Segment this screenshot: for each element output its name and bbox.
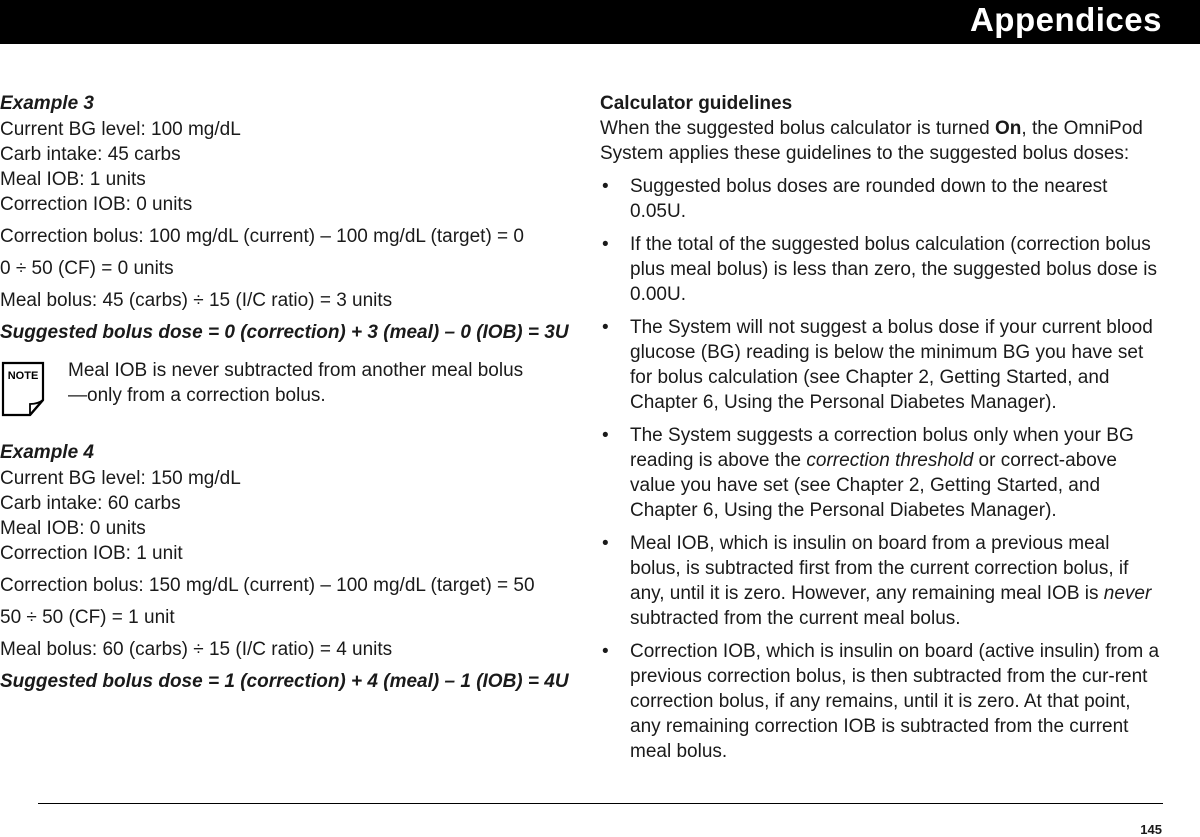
guidelines-title: Calculator guidelines: [600, 93, 793, 114]
list-item: [600, 423, 1165, 523]
example-3-meal-line: Meal bolus: 45 (carbs) ÷ 15 (I/C ratio) = 3 units: [0, 290, 393, 311]
example-3-correction-line: Correction bolus: 100 mg/dL (current) – 100 mg/dL (target) = 0: [0, 226, 524, 247]
bullet: •: [602, 234, 609, 255]
list-item-text: If the total of the suggested bolus calculation (correction bolus plus meal bolus) is less than zero, the suggested bolus dose is 0.00U.: [630, 234, 1158, 305]
example-4-correction-calc: 50 ÷ 50 (CF) = 1 unit: [0, 607, 175, 628]
example-4-suggested-dose: Suggested bolus dose = 1 (correction) + 4 (meal) – 1 (IOB) = 4U: [0, 671, 569, 692]
list-item-text: Correction IOB, which is insulin on board (active insulin) from a previous correction bolus, is then subtracted from the cur-rent correction bolus, if any remains, until it is zero. At that point, any remaining correction IOB is subtracted from the current meal bolus.: [630, 641, 1160, 762]
list-item-text: The System suggests a correction bolus only when your BG reading is above the: [630, 425, 1134, 471]
note-icon-label: NOTE: [7, 370, 39, 382]
bullet: •: [602, 425, 609, 446]
bullet: •: [602, 641, 609, 662]
example-4-title: Example 4: [0, 442, 94, 463]
note-icon: [0, 360, 46, 418]
example-3-input: Meal IOB: 1 units: [0, 169, 146, 190]
page-header-title: Appendices: [969, 1, 1162, 38]
example-3-input: Carb intake: 45 carbs: [0, 144, 181, 165]
page-number: 145: [1140, 822, 1162, 837]
example-4-correction-line: Correction bolus: 150 mg/dL (current) – 100 mg/dL (target) = 50: [0, 575, 535, 596]
list-item-emphasis: correction threshold: [806, 450, 974, 471]
list-item-text: Meal IOB, which is insulin on board from a previous meal bolus, is subtracted first from the current correction bolus, if any, until it is zero. However, any remaining meal IOB is: [630, 533, 1129, 604]
example-4-inputs: [0, 466, 575, 566]
guidelines-intro: [600, 116, 1165, 166]
example-3-inputs: [0, 117, 575, 217]
list-item-emphasis: never: [1103, 583, 1152, 604]
example-4-meal-line: Meal bolus: 60 (carbs) ÷ 15 (I/C ratio) = 4 units: [0, 639, 393, 660]
example-3-input: Current BG level: 100 mg/dL: [0, 119, 241, 140]
note-text: Meal IOB is never subtracted from another meal bolus—only from a correction bolus.: [68, 360, 524, 406]
left-column: [0, 91, 575, 694]
list-item: [600, 232, 1165, 307]
list-item-text: or correct-above value you have set (see Chapter 2, Getting Started, and Chapter 6, Using the Personal Diabetes Manager).: [630, 450, 1117, 521]
list-item: [600, 531, 1165, 631]
example-3-input: Correction IOB: 0 units: [0, 194, 193, 215]
list-item-text: subtracted from the current meal bolus.: [630, 608, 961, 629]
example-3-suggested-dose: Suggested bolus dose = 0 (correction) + 3 (meal) – 0 (IOB) = 3U: [0, 322, 569, 343]
example-4-input: Correction IOB: 1 unit: [0, 543, 183, 564]
list-item-text: The System will not suggest a bolus dose if your current blood glucose (BG) reading is below the minimum BG you have set for bolus calculation (see Chapter 2, Getting Started, and Chapter 6, Using the Personal Diabetes Manager).: [630, 317, 1153, 413]
right-column: [600, 91, 1165, 772]
example-4-input: Current BG level: 150 mg/dL: [0, 468, 241, 489]
list-item-text: Suggested bolus doses are rounded down to the nearest 0.05U.: [630, 176, 1108, 222]
example-4-input: Meal IOB: 0 units: [0, 518, 146, 539]
list-item: [600, 315, 1165, 415]
example-4-input: Carb intake: 60 carbs: [0, 493, 181, 514]
bullet: •: [602, 176, 609, 197]
bullet: •: [602, 533, 609, 554]
list-item: [600, 174, 1165, 224]
guidelines-intro-text: , the OmniPod System applies these guidelines to the suggested bolus doses:: [600, 118, 1143, 164]
guidelines-intro-on: On: [995, 118, 1022, 139]
note-box: [0, 358, 575, 428]
example-3-title: Example 3: [0, 93, 94, 114]
list-item: [600, 639, 1165, 764]
example-3-correction-calc: 0 ÷ 50 (CF) = 0 units: [0, 258, 174, 279]
guidelines-list: [600, 174, 1165, 764]
bullet: •: [602, 317, 609, 338]
guidelines-intro-text: When the suggested bolus calculator is turned: [600, 118, 996, 139]
footer-divider: [38, 803, 1163, 804]
